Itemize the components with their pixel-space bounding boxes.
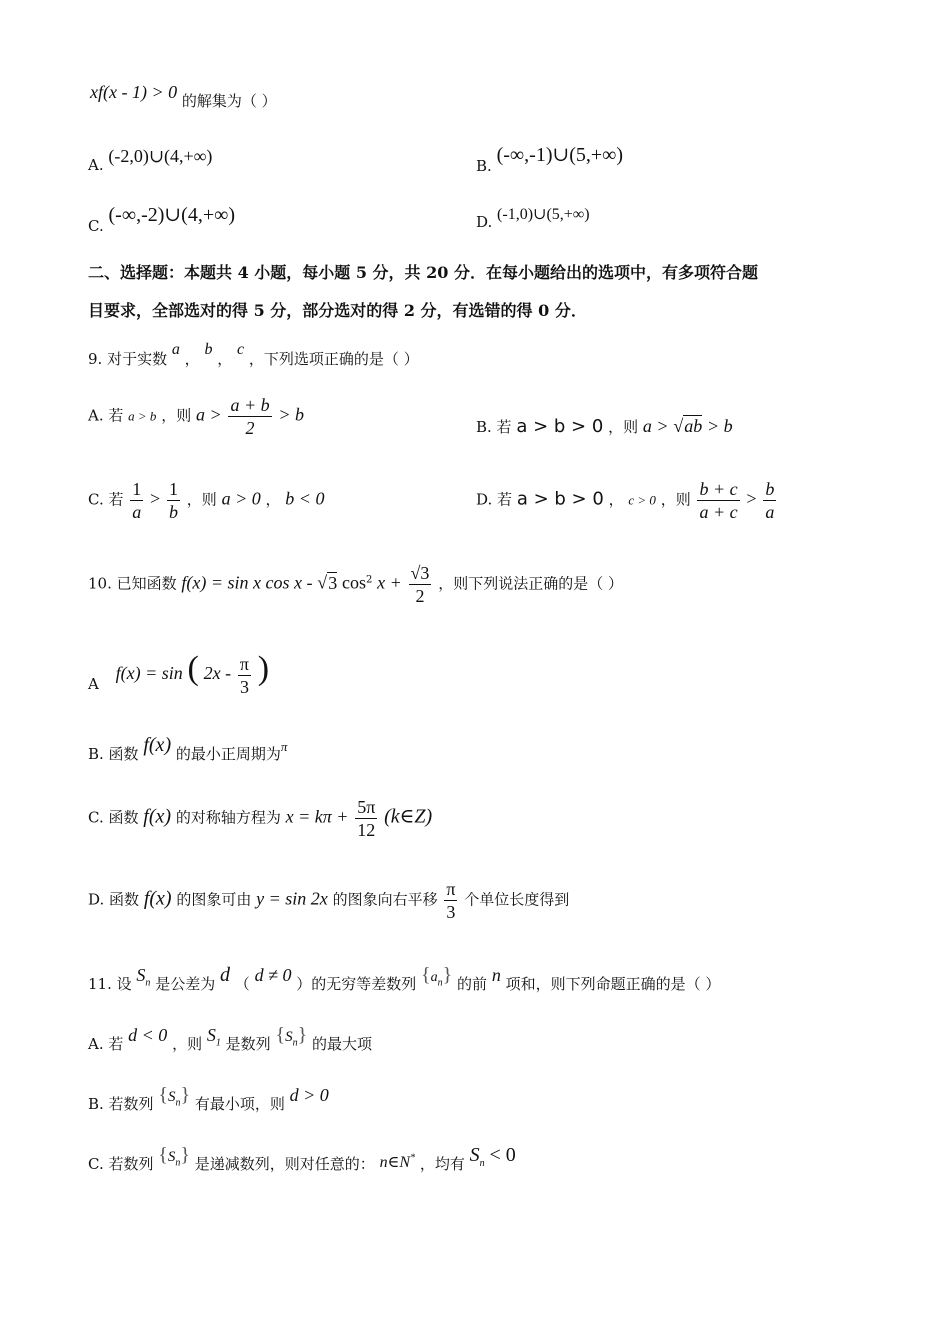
option-label: C.: [88, 217, 104, 235]
pi: π: [280, 739, 288, 754]
sqrt-sign: √: [673, 416, 684, 436]
gt: >: [150, 488, 161, 509]
x-plus: x +: [377, 572, 402, 593]
section-heading-line2: 目要求，全部选对的得 5 分，部分选对的得 2 分，有选错的得 0 分．: [88, 301, 587, 320]
fraction: [763, 478, 776, 523]
q11-num: 11. 设: [88, 975, 132, 993]
n: n: [491, 965, 501, 985]
q8-option-b: [476, 142, 624, 175]
q11-stem: [88, 964, 721, 993]
denominator: 12: [357, 820, 376, 840]
paren-open: (: [187, 650, 199, 687]
S-n: $S_n$: [136, 965, 151, 989]
fx: f(x): [143, 734, 172, 756]
q9-d-cond2: c > 0: [628, 492, 656, 508]
denominator: 3: [239, 676, 249, 697]
q10-a-math: f(x) = sin: [115, 663, 183, 683]
q8-c-math: (-∞,-2)∪(4,+∞): [108, 204, 236, 226]
numerator: π: [446, 879, 456, 899]
q9-c-r1: a > 0: [221, 488, 261, 509]
q11-t1: 是公差为: [155, 975, 216, 993]
q8-option-d: [476, 204, 590, 231]
q8-d-math: (-1,0)∪(5,+∞): [497, 206, 590, 223]
option-label: A. 若: [88, 1035, 124, 1053]
numerator: √3: [410, 563, 430, 583]
q9-option-c: [88, 478, 324, 523]
q9-num: 9. 对于实数: [88, 350, 168, 368]
b-text: 的最小正周期为: [175, 745, 281, 763]
q9-a-lhs: a >: [196, 404, 222, 425]
q9-option-b: [476, 416, 733, 437]
sep: ，: [608, 490, 624, 509]
sep: ，: [265, 490, 281, 509]
option-label: C. 函数: [88, 808, 139, 827]
q9-stem: [88, 338, 419, 368]
q8-b-math: (-∞,-1)∪(5,+∞): [496, 144, 624, 166]
denominator: a: [765, 502, 775, 522]
option-label: B. 函数: [88, 745, 139, 763]
fraction: [697, 478, 739, 523]
a-t2: 是数列: [225, 1035, 271, 1053]
option-label: D. 若: [476, 490, 513, 509]
paren: （: [234, 975, 250, 993]
q9-option-a: [88, 394, 304, 439]
q11-t3: 的前: [457, 975, 488, 993]
fraction: [238, 653, 251, 698]
q8-option-c: [88, 202, 236, 235]
q8-stem-text: 的解集为（ ）: [181, 92, 277, 110]
q10-option-c: [88, 796, 432, 841]
d: d: [219, 964, 230, 986]
c-eq: x = kπ +: [285, 806, 349, 827]
c-t1: 是递减数列，则对任意的：: [194, 1155, 375, 1173]
q10-stem: [88, 562, 623, 607]
a-t1: ，则: [172, 1035, 203, 1053]
q8-stem: [90, 82, 277, 110]
q11-t4: 项和，则下列命题正确的是（ ）: [505, 975, 721, 993]
q11-t2: ）的无穷等差数列: [296, 975, 417, 993]
b-t1: 有最小项，则: [194, 1095, 285, 1113]
gt: >: [746, 488, 757, 509]
denominator: a: [132, 502, 142, 522]
numerator: a + b: [230, 395, 270, 415]
q11-option-b: [88, 1084, 329, 1113]
d-text1: 的图象可由: [176, 890, 252, 909]
q11-option-a: [88, 1024, 372, 1053]
q9-b-rhs: > b: [707, 416, 733, 436]
c-n: n∈N*: [379, 1152, 416, 1171]
a-cond: d < 0: [128, 1025, 168, 1045]
b-cond: d > 0: [289, 1085, 329, 1105]
cos: cos: [341, 572, 366, 593]
S-n-seq: $\{S_n\}$: [158, 1144, 190, 1169]
q10-fx: f(x) = sin x cos x -: [181, 572, 313, 593]
comma: ，: [217, 350, 233, 368]
numerator: π: [239, 653, 250, 674]
a-n-seq: $\{a_n\}$: [421, 964, 453, 989]
option-label: C. 若: [88, 490, 124, 509]
fraction: [444, 878, 457, 923]
q9-a-cond: a > b: [128, 408, 157, 424]
c-tail: (k∈Z): [384, 805, 433, 828]
denominator: b: [168, 502, 178, 522]
comma: ，: [184, 350, 200, 368]
q8-stem-math: xf(x - 1) > 0: [90, 82, 178, 102]
fraction: [355, 796, 377, 841]
numerator: b + c: [699, 479, 738, 499]
q9-b-cond: a > b > 0: [516, 416, 604, 437]
fraction: [130, 478, 143, 523]
option-label: B. 若: [476, 418, 512, 436]
then: ，则: [608, 418, 639, 436]
fx: f(x): [143, 805, 172, 828]
var-b: b: [204, 341, 213, 358]
sqrt-sign: √: [317, 572, 328, 593]
option-label: B.: [476, 157, 492, 175]
denominator: 2: [415, 586, 425, 606]
c-cond: < 0: [489, 1144, 516, 1166]
sqrt-body: ab: [684, 416, 703, 436]
d-text3: 个单位长度得到: [464, 890, 570, 909]
q10-option-a: [88, 650, 269, 698]
d-text2: 的图象向右平移: [332, 890, 438, 909]
numerator: 1: [132, 479, 142, 499]
numerator: 5π: [357, 797, 376, 817]
var-a: a: [171, 341, 180, 358]
q8-option-a: [88, 146, 213, 174]
numerator: b: [765, 479, 775, 499]
S-n-seq: $\{S_n\}$: [158, 1084, 191, 1109]
section-heading-line1: 二、选择题：本题共 4 小题，每小题 5 分，共 20 分．在每小题给出的选项中，有多项符合题: [88, 263, 758, 282]
fx: f(x): [143, 887, 172, 910]
q10-a-inner: 2x -: [203, 663, 232, 683]
paren-close: ): [257, 650, 270, 687]
q10-option-b: [88, 734, 288, 763]
fraction: [167, 478, 180, 523]
then: ，则: [186, 490, 217, 509]
q10-option-d: [88, 878, 569, 923]
q9-b-lhs: a >: [642, 416, 669, 436]
denominator: a + c: [699, 502, 738, 522]
q10-tail: ，则下列说法正确的是（ ）: [438, 574, 623, 593]
option-label: D.: [476, 213, 493, 231]
S-1: $S_1$: [206, 1025, 221, 1049]
q10-num: 10. 已知函数: [88, 574, 177, 593]
option-label: A: [88, 675, 99, 693]
fraction: [228, 394, 271, 439]
sqrt-body: 3: [328, 572, 338, 593]
denominator: 2: [245, 418, 255, 438]
q9-d-cond: a > b > 0: [516, 488, 604, 510]
c-text: 的对称轴方程为: [175, 808, 281, 827]
option-label: B. 若数列: [88, 1095, 154, 1113]
q8-a-math: (-2,0)∪(4,+∞): [108, 146, 213, 166]
var-c: c: [237, 341, 245, 358]
denominator: 3: [446, 902, 456, 922]
q9-c-r2: b < 0: [285, 488, 325, 509]
option-label: A. 若: [88, 406, 124, 425]
numerator: 1: [168, 479, 178, 499]
option-label: C. 若数列: [88, 1155, 154, 1173]
option-label: A.: [88, 156, 104, 174]
option-label: D. 函数: [88, 890, 140, 909]
q9-option-d: [476, 478, 778, 523]
q9-a-rhs: > b: [278, 404, 305, 425]
S-n: $S_n$: [469, 1144, 485, 1169]
fraction: [409, 562, 432, 607]
d-ne-0: d ≠ 0: [254, 965, 292, 985]
a-t3: 的最大项: [311, 1035, 372, 1053]
q11-option-c: [88, 1144, 516, 1173]
S-n-seq: $\{S_n\}$: [275, 1024, 308, 1049]
then: ，则: [161, 406, 192, 425]
then: ，则: [660, 490, 691, 509]
exponent: 2: [365, 574, 373, 586]
q9-tail: ，下列选项正确的是（ ）: [248, 350, 419, 368]
c-t2: ，均有: [419, 1155, 465, 1173]
d-y: y = sin 2x: [256, 888, 328, 909]
